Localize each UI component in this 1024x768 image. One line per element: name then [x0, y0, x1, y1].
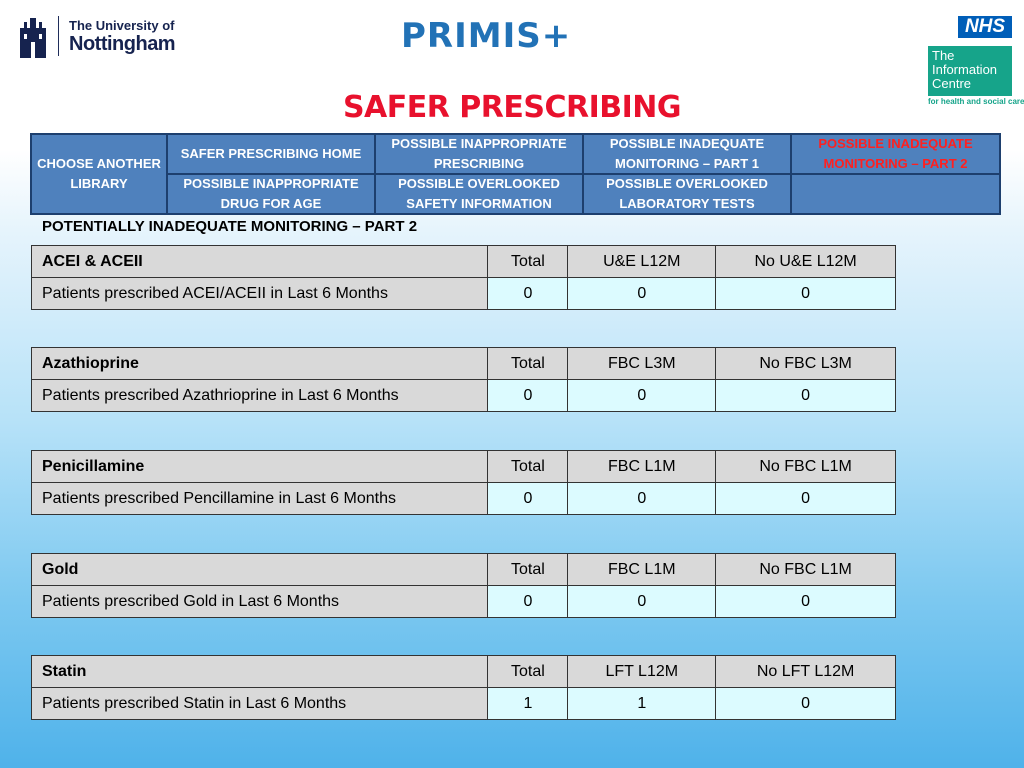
value-monitored: 1 [568, 688, 716, 720]
monitoring-table-azathioprine [31, 347, 896, 412]
information-centre-logo [928, 46, 1012, 96]
value-monitored: 0 [568, 278, 716, 310]
university-of-nottingham-logo [16, 14, 175, 58]
header-not-monitored: No U&E L12M [716, 246, 896, 278]
logo-divider [58, 16, 59, 56]
header-total: Total [488, 656, 568, 688]
monitoring-table-penicillamine [31, 450, 896, 515]
value-not-monitored: 0 [716, 380, 896, 412]
drug-name: Statin [32, 656, 488, 688]
drug-name: Azathioprine [32, 348, 488, 380]
value-monitored: 0 [568, 483, 716, 515]
value-not-monitored: 0 [716, 586, 896, 618]
header-monitored: LFT L12M [568, 656, 716, 688]
value-monitored: 0 [568, 380, 716, 412]
section-title: POTENTIALLY INADEQUATE MONITORING – PART 2 [42, 218, 418, 235]
drug-name: Penicillamine [32, 451, 488, 483]
nav-empty-cell [792, 175, 999, 213]
nav-inappropriate-drug-for-age[interactable]: POSSIBLE INAPPROPRIATE DRUG FOR AGE [168, 175, 374, 213]
university-of-text: The University of [69, 17, 175, 33]
header-total: Total [488, 246, 568, 278]
row-label: Patients prescribed Gold in Last 6 Months [32, 586, 488, 618]
library-navigation [30, 133, 1001, 215]
row-label: Patients prescribed Pencillamine in Last 6 Months [32, 483, 488, 515]
nottingham-text: Nottingham [69, 32, 176, 55]
header-not-monitored: No FBC L1M [716, 451, 896, 483]
value-not-monitored: 0 [716, 483, 896, 515]
castle-crest-icon [16, 14, 50, 58]
header-total: Total [488, 451, 568, 483]
header-not-monitored: No FBC L1M [716, 554, 896, 586]
row-label: Patients prescribed Statin in Last 6 Months [32, 688, 488, 720]
page-title: SAFER PRESCRIBING [342, 90, 682, 125]
nav-inadequate-monitoring-part-1[interactable]: POSSIBLE INADEQUATE MONITORING – PART 1 [584, 135, 790, 173]
monitoring-table-statin [31, 655, 896, 720]
drug-name: Gold [32, 554, 488, 586]
value-total: 0 [488, 278, 568, 310]
value-monitored: 0 [568, 586, 716, 618]
ic-line-2: Information [932, 62, 998, 77]
value-not-monitored: 0 [716, 688, 896, 720]
value-total: 0 [488, 586, 568, 618]
monitoring-table-acei [31, 245, 896, 310]
value-not-monitored: 0 [716, 278, 896, 310]
nav-possible-inappropriate-prescribing[interactable]: POSSIBLE INAPPROPRIATE PRESCRIBING [376, 135, 582, 173]
header-not-monitored: No FBC L3M [716, 348, 896, 380]
ic-line-3: Centre [932, 76, 972, 91]
header-monitored: FBC L1M [568, 451, 716, 483]
header-not-monitored: No LFT L12M [716, 656, 896, 688]
value-total: 0 [488, 380, 568, 412]
value-total: 1 [488, 688, 568, 720]
row-label: Patients prescribed ACEI/ACEII in Last 6 Months [32, 278, 488, 310]
header-total: Total [488, 554, 568, 586]
primis-logo: PRIMIS+ [401, 16, 572, 56]
nhs-logo: NHS [958, 16, 1012, 38]
row-label: Patients prescribed Azathrioprine in Last 6 Months [32, 380, 488, 412]
header-monitored: U&E L12M [568, 246, 716, 278]
header-monitored: FBC L1M [568, 554, 716, 586]
ic-line-1: The [932, 48, 955, 63]
nav-overlooked-laboratory-tests[interactable]: POSSIBLE OVERLOOKED LABORATORY TESTS [584, 175, 790, 213]
drug-name: ACEI & ACEII [32, 246, 488, 278]
nav-choose-another-library[interactable]: CHOOSE ANOTHER LIBRARY [32, 135, 166, 213]
ic-tagline: for health and social care [928, 97, 1024, 106]
nav-overlooked-safety-information[interactable]: POSSIBLE OVERLOOKED SAFETY INFORMATION [376, 175, 582, 213]
monitoring-table-gold [31, 553, 896, 618]
header-monitored: FBC L3M [568, 348, 716, 380]
nav-safer-prescribing-home[interactable]: SAFER PRESCRIBING HOME [168, 135, 374, 173]
value-total: 0 [488, 483, 568, 515]
nav-inadequate-monitoring-part-2[interactable]: POSSIBLE INADEQUATE MONITORING – PART 2 [792, 135, 999, 173]
header-total: Total [488, 348, 568, 380]
